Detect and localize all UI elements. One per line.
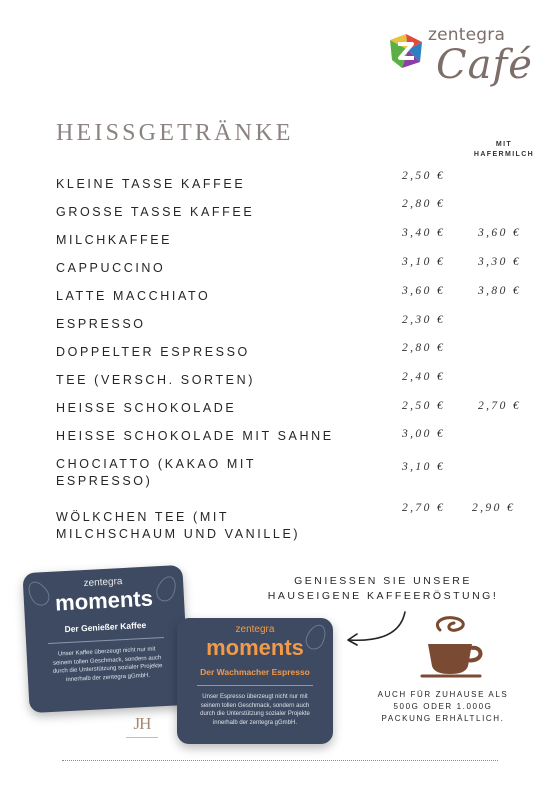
- card-title: moments: [54, 585, 154, 616]
- promo-footer-line: PACKUNG ERHÄLTLICH.: [381, 714, 505, 723]
- menu-item-oat-price: 3,80 €: [478, 285, 522, 297]
- menu-item-oat-price: 3,30 €: [478, 256, 522, 268]
- menu-item-price: 2,50 €: [402, 400, 446, 412]
- menu-item-name: HEISSE SCHOKOLADE: [56, 401, 237, 415]
- card-text-line: durch die Unterstützung sozialer Projekte: [52, 663, 163, 675]
- menu-item-name-line: MILCHSCHAUM UND VANILLE): [56, 527, 301, 541]
- card-text-line: innerhalb der zentegra gGmbH.: [65, 672, 151, 683]
- menu-item-name-line: CHOCIATTO (KAKAO MIT: [56, 457, 257, 471]
- product-card-genieser-kaffee: [22, 565, 189, 713]
- curved-arrow-icon: [343, 610, 409, 650]
- cafe-logo: [386, 22, 536, 112]
- menu-item-oat-price: 2,90 €: [472, 502, 516, 514]
- menu-item-price: 2,80 €: [402, 342, 446, 354]
- menu-item-price: 2,30 €: [402, 314, 446, 326]
- menu-item-name: [56, 456, 256, 490]
- menu-item-name: TEE (VERSCH. SORTEN): [56, 373, 256, 387]
- card-brand: zentegra: [235, 624, 275, 635]
- menu-item-price: 2,80 €: [402, 198, 446, 210]
- menu-item-price: 3,00 €: [402, 428, 446, 440]
- maker-logo: [124, 714, 160, 744]
- footer-divider: [62, 760, 498, 761]
- oat-header-line: MIT: [495, 141, 513, 148]
- product-card-wachmacher-espresso: [177, 618, 333, 744]
- promo-headline-line: GENIESSEN SIE UNSERE: [294, 575, 472, 587]
- menu-item-name: CAPPUCCINO: [56, 261, 166, 275]
- promo-headline-line: HAUSEIGENE KAFFEERÖSTUNG!: [267, 590, 499, 602]
- card-subtitle: Der Genießer Kaffee: [64, 619, 147, 635]
- coffee-cup-icon: [414, 610, 492, 680]
- menu-item-oat-price: 3,60 €: [478, 227, 522, 239]
- card-brand: zentegra: [83, 576, 123, 590]
- menu-item-price: 3,40 €: [402, 227, 446, 239]
- card-divider: [48, 637, 164, 644]
- card-description: [191, 693, 319, 727]
- promo-headline: [250, 574, 516, 604]
- card-text-line: Unser Espresso überzeugt nicht nur mit: [202, 694, 308, 700]
- menu-item-price: 2,70 €: [402, 502, 446, 514]
- oat-header-line: HAFERMILCH: [473, 151, 535, 158]
- menu-item-price: 3,10 €: [402, 461, 446, 473]
- maker-underline: [126, 737, 158, 738]
- menu-item-name-line: WÖLKCHEN TEE (MIT: [56, 510, 230, 524]
- maker-mark: JH: [133, 714, 151, 733]
- menu-item-name: DOPPELTER ESPRESSO: [56, 345, 250, 359]
- oat-milk-column-header: [466, 140, 542, 160]
- card-divider: [197, 685, 313, 686]
- card-text-line: innerhalb der zentegra gGmbH.: [212, 719, 298, 726]
- card-text-line: seinem tollen Geschmack, sondern auch: [200, 702, 310, 709]
- page-title: HEISSGETRÄNKE: [56, 120, 294, 146]
- menu-item-price: 2,50 €: [402, 170, 446, 182]
- menu-item-price: 3,10 €: [402, 256, 446, 268]
- card-description: [41, 645, 175, 686]
- menu-item-name: [56, 509, 300, 543]
- menu-item-oat-price: 2,70 €: [478, 400, 522, 412]
- menu-item-price: 2,40 €: [402, 371, 446, 383]
- zentegra-z-icon: [386, 32, 426, 72]
- menu-item-name: MILCHKAFFEE: [56, 233, 173, 247]
- menu-item-price: 3,60 €: [402, 285, 446, 297]
- menu-item-name: ESPRESSO: [56, 317, 146, 331]
- promo-footer: [360, 689, 526, 725]
- logo-brand: zentegra: [428, 25, 506, 45]
- logo-cafe: Café: [436, 42, 533, 88]
- promo-footer-line: 500G ODER 1.000G: [393, 702, 493, 711]
- card-text-line: durch die Unterstützung sozialer Projekte: [200, 711, 310, 717]
- promo-footer-line: AUCH FÜR ZUHAUSE ALS: [377, 690, 509, 699]
- menu-item-name-line: ESPRESSO): [56, 474, 153, 488]
- card-subtitle: Der Wachmacher Espresso: [200, 667, 310, 677]
- card-text-line: Unser Kaffee überzeugt nicht nur mit: [57, 646, 156, 658]
- menu-item-name: GROSSE TASSE KAFFEE: [56, 205, 255, 219]
- card-title: moments: [206, 635, 304, 660]
- menu-item-name: KLEINE TASSE KAFFEE: [56, 177, 246, 191]
- card-text-line: seinem tollen Geschmack, sondern auch: [52, 654, 162, 667]
- menu-item-name: LATTE MACCHIATO: [56, 289, 211, 303]
- menu-item-name: HEISSE SCHOKOLADE MIT SAHNE: [56, 429, 334, 443]
